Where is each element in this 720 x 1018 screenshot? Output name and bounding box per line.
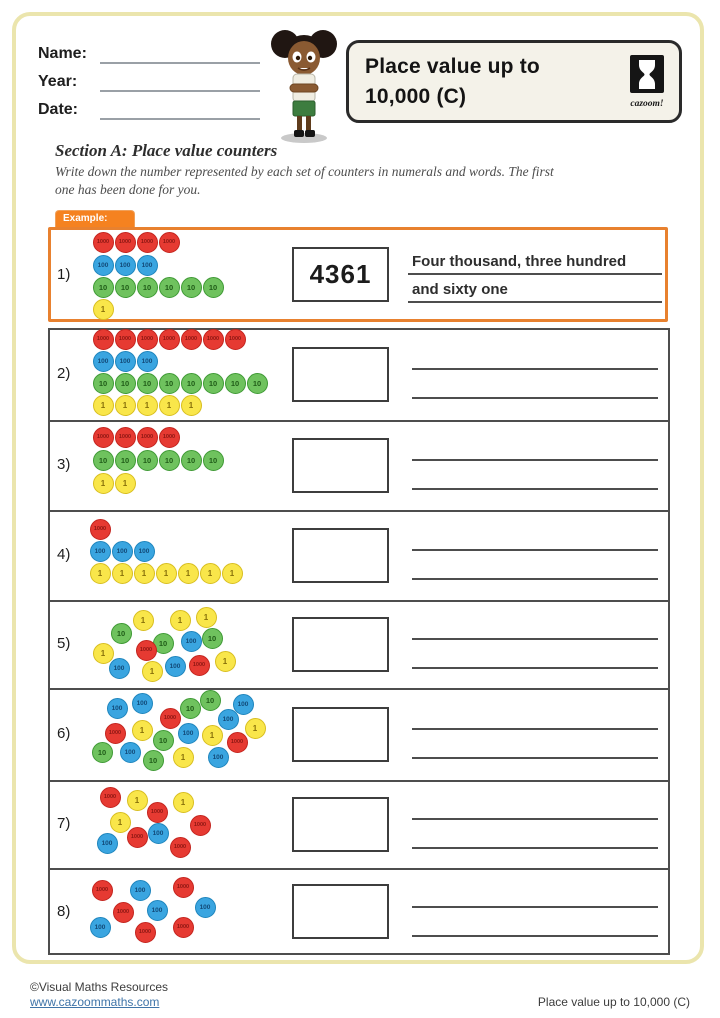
counter-1: 1	[127, 790, 148, 811]
counter-10: 10	[159, 373, 180, 394]
counter-1: 1	[93, 299, 114, 320]
instructions-line1: Write down the number represented by each set of counters in numerals and words. The first	[55, 164, 554, 179]
words-line-2[interactable]	[412, 397, 658, 399]
counter-10: 10	[93, 450, 114, 471]
question-number: 6)	[57, 725, 71, 742]
words-line-1[interactable]	[412, 368, 658, 370]
counter-10: 10	[93, 277, 114, 298]
cartoon-girl-illustration	[268, 27, 340, 145]
counter-10: 10	[137, 277, 158, 298]
row-divider	[48, 688, 670, 690]
counter-1: 1	[159, 395, 180, 416]
counter-100: 100	[130, 880, 151, 901]
counter-100: 100	[218, 709, 239, 730]
counter-10: 10	[225, 373, 246, 394]
question-number: 3)	[57, 456, 71, 473]
counter-100: 100	[134, 541, 155, 562]
counter-1000: 1000	[93, 427, 114, 448]
counter-1000: 1000	[181, 329, 202, 350]
counter-1: 1	[245, 718, 266, 739]
counter-1: 1	[93, 395, 114, 416]
date-label: Date:	[38, 101, 79, 118]
counter-100: 100	[165, 656, 186, 677]
footer-copyright: ©Visual Maths Resources	[30, 980, 169, 994]
year-line[interactable]	[100, 90, 260, 92]
worksheet-title-line1: Place value up to	[365, 55, 540, 78]
words-line-2[interactable]	[412, 757, 658, 759]
worksheet-title-line2: 10,000 (C)	[365, 85, 467, 108]
counter-100: 100	[137, 351, 158, 372]
counter-1000: 1000	[147, 802, 168, 823]
counter-1: 1	[142, 661, 163, 682]
example-tab: Example:	[55, 210, 135, 228]
cazoom-logo	[625, 55, 669, 109]
counter-1000: 1000	[115, 232, 136, 253]
counter-10: 10	[137, 373, 158, 394]
counter-1000: 1000	[137, 427, 158, 448]
counter-100: 100	[115, 351, 136, 372]
footer-website-link[interactable]: www.cazoommaths.com	[30, 995, 160, 1009]
words-line-2[interactable]	[412, 488, 658, 490]
counter-1000: 1000	[115, 329, 136, 350]
counter-100: 100	[115, 255, 136, 276]
numeral-answer-box[interactable]	[292, 247, 389, 302]
counter-10: 10	[137, 450, 158, 471]
counter-1000: 1000	[113, 902, 134, 923]
counter-1000: 1000	[93, 232, 114, 253]
counter-10: 10	[181, 277, 202, 298]
instructions-line2: one has been done for you.	[55, 182, 201, 197]
counter-10: 10	[200, 690, 221, 711]
counter-1000: 1000	[160, 708, 181, 729]
question-number: 1)	[57, 265, 71, 283]
counter-10: 10	[92, 742, 113, 763]
footer-worksheet-name: Place value up to 10,000 (C)	[537, 995, 690, 1009]
counter-100: 100	[178, 723, 199, 744]
counter-10: 10	[181, 450, 202, 471]
counter-100: 100	[147, 900, 168, 921]
row-divider	[48, 510, 670, 512]
numeral-answer-box[interactable]	[292, 438, 389, 493]
counter-10: 10	[203, 373, 224, 394]
counter-10: 10	[202, 628, 223, 649]
counter-1000: 1000	[90, 519, 111, 540]
numeral-answer: 4361	[309, 259, 372, 289]
counter-10: 10	[153, 633, 174, 654]
counter-1: 1	[134, 563, 155, 584]
counter-1000: 1000	[92, 880, 113, 901]
question-number: 8)	[57, 902, 71, 920]
counter-1: 1	[181, 395, 202, 416]
counter-1: 1	[110, 812, 131, 833]
counter-10: 10	[115, 277, 136, 298]
question-number: 7)	[57, 815, 71, 832]
counter-10: 10	[143, 750, 164, 771]
counter-10: 10	[159, 277, 180, 298]
words-line-2[interactable]	[412, 847, 658, 849]
counter-1000: 1000	[159, 427, 180, 448]
counter-100: 100	[148, 823, 169, 844]
counter-1000: 1000	[105, 723, 126, 744]
counter-100: 100	[109, 658, 130, 679]
counter-10: 10	[115, 373, 136, 394]
counter-1000: 1000	[227, 732, 248, 753]
counter-1: 1	[90, 563, 111, 584]
counter-1000: 1000	[115, 427, 136, 448]
counter-10: 10	[180, 698, 201, 719]
words-line-1[interactable]	[412, 728, 658, 730]
counter-100: 100	[90, 541, 111, 562]
counter-1: 1	[93, 643, 114, 664]
instructions	[55, 163, 667, 199]
question-number: 5)	[57, 635, 71, 652]
counter-100: 100	[97, 833, 118, 854]
counter-1: 1	[93, 473, 114, 494]
counter-100: 100	[233, 694, 254, 715]
words-line-1[interactable]	[412, 459, 658, 461]
counter-1000: 1000	[137, 329, 158, 350]
counter-1: 1	[202, 725, 223, 746]
counter-100: 100	[137, 255, 158, 276]
words-line-2[interactable]	[412, 935, 658, 937]
counter-1: 1	[112, 563, 133, 584]
counter-1000: 1000	[159, 232, 180, 253]
row-divider	[48, 868, 670, 870]
counter-100: 100	[112, 541, 133, 562]
counter-1: 1	[156, 563, 177, 584]
counter-1: 1	[133, 610, 154, 631]
counter-1: 1	[178, 563, 199, 584]
cazoom-logo-text: cazoom!	[630, 99, 664, 109]
counter-1000: 1000	[189, 655, 210, 676]
counter-10: 10	[203, 277, 224, 298]
counter-1000: 1000	[100, 787, 121, 808]
name-line[interactable]	[100, 62, 260, 64]
row-divider	[48, 600, 670, 602]
year-label: Year:	[38, 73, 78, 90]
words-line-2[interactable]	[412, 578, 658, 580]
words-line-1[interactable]	[412, 638, 658, 640]
date-line[interactable]	[100, 118, 260, 120]
numeral-answer-box[interactable]	[292, 707, 389, 762]
numeral-answer-box[interactable]	[292, 797, 389, 852]
counter-100: 100	[90, 917, 111, 938]
numeral-answer-box[interactable]	[292, 884, 389, 939]
numeral-answer-box[interactable]	[292, 347, 389, 402]
counter-1000: 1000	[93, 329, 114, 350]
counter-1: 1	[173, 747, 194, 768]
counter-1000: 1000	[225, 329, 246, 350]
counter-1000: 1000	[170, 837, 191, 858]
title-box	[346, 40, 682, 123]
counter-1000: 1000	[159, 329, 180, 350]
counter-1000: 1000	[136, 640, 157, 661]
counter-1000: 1000	[173, 877, 194, 898]
words-line-1[interactable]	[412, 906, 658, 908]
counter-100: 100	[107, 698, 128, 719]
words-line-2[interactable]	[412, 667, 658, 669]
words-line-1[interactable]	[412, 549, 658, 551]
counter-1000: 1000	[203, 329, 224, 350]
words-line-2	[408, 301, 662, 303]
counter-10: 10	[115, 450, 136, 471]
counter-1: 1	[200, 563, 221, 584]
counter-1000: 1000	[190, 815, 211, 836]
counter-100: 100	[132, 693, 153, 714]
counter-1: 1	[132, 720, 153, 741]
counter-1: 1	[196, 607, 217, 628]
counter-1000: 1000	[135, 922, 156, 943]
counter-1000: 1000	[127, 827, 148, 848]
counter-1: 1	[215, 651, 236, 672]
counter-1: 1	[115, 473, 136, 494]
counter-10: 10	[159, 450, 180, 471]
counter-1: 1	[115, 395, 136, 416]
words-line-1	[408, 273, 662, 275]
cazoom-logo-icon	[630, 55, 664, 93]
section-heading: Section A: Place value counters	[55, 141, 278, 160]
counter-100: 100	[120, 742, 141, 763]
counter-100: 100	[93, 255, 114, 276]
numeral-answer-box[interactable]	[292, 617, 389, 672]
row-divider	[48, 780, 670, 782]
words-answer-line1: Four thousand, three hundred	[412, 253, 627, 270]
counter-1000: 1000	[173, 917, 194, 938]
counter-1: 1	[222, 563, 243, 584]
counter-100: 100	[93, 351, 114, 372]
numeral-answer-box[interactable]	[292, 528, 389, 583]
counter-1: 1	[137, 395, 158, 416]
counter-100: 100	[208, 747, 229, 768]
counter-10: 10	[153, 730, 174, 751]
counter-10: 10	[93, 373, 114, 394]
words-answer-line2: and sixty one	[412, 281, 508, 298]
counter-100: 100	[181, 631, 202, 652]
row-divider	[48, 420, 670, 422]
question-number: 2)	[57, 365, 71, 382]
name-label: Name:	[38, 45, 87, 62]
counter-1: 1	[173, 792, 194, 813]
counter-10: 10	[111, 623, 132, 644]
counter-1: 1	[170, 610, 191, 631]
counter-10: 10	[203, 450, 224, 471]
counter-10: 10	[247, 373, 268, 394]
question-number: 4)	[57, 546, 71, 563]
counter-100: 100	[195, 897, 216, 918]
counter-1000: 1000	[137, 232, 158, 253]
words-line-1[interactable]	[412, 818, 658, 820]
counter-10: 10	[181, 373, 202, 394]
